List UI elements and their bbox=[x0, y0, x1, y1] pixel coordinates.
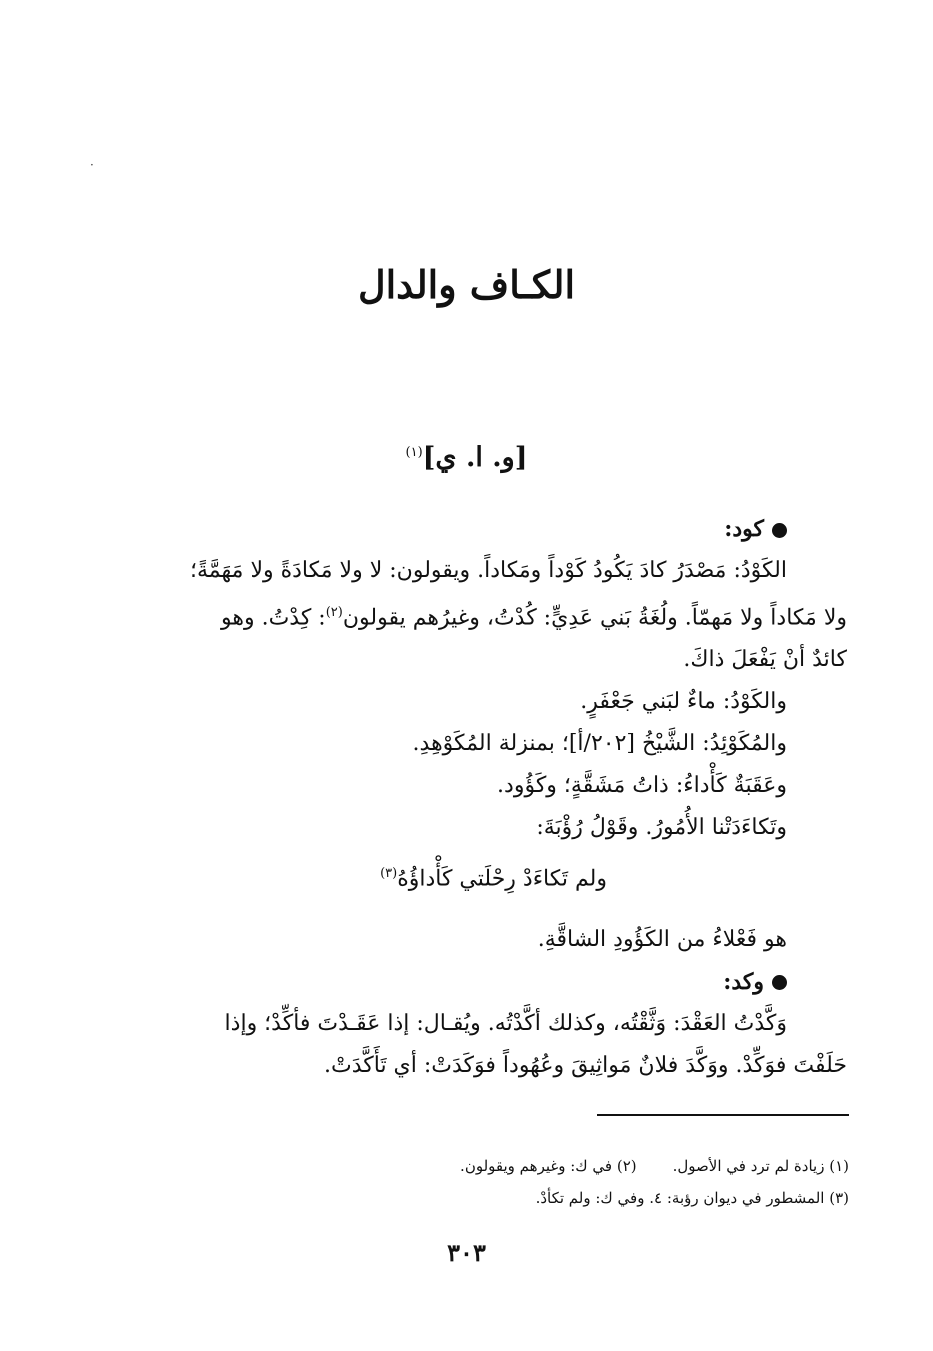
text-segment: ولا مَكاداً ولا مَهمّاً. ولُغَةُ بَني عَدِيٍّ: كُدْتُ، وغيرُهم يقولون bbox=[342, 605, 847, 631]
paragraph: وتَكاءَدَتْنا الأُمُورُ. وقَوْلُ رُؤْبَةَ: bbox=[536, 815, 787, 841]
paragraph-line bbox=[92, 592, 847, 639]
paragraph-line: حَلَفْتَ فوَكِّدْ. ووَكَّدَ فلانٌ مَواثِيقَ وعُهُوداً فوَكَدَتْ: أي تَأَكَّدَتْ. bbox=[324, 1052, 847, 1078]
ink-speck: · bbox=[90, 158, 94, 172]
paragraph: هو فَعْلاءُ من الكَؤُودِ الشاقَّةِ. bbox=[537, 926, 787, 952]
footnote-line bbox=[92, 1150, 849, 1182]
text-segment: : كِدْتُ. وهو bbox=[221, 605, 326, 631]
page-number: ٣٠٣ bbox=[447, 1238, 486, 1267]
verse-line bbox=[92, 853, 847, 900]
footnote-divider bbox=[597, 1114, 849, 1116]
entry-heading-wakd bbox=[92, 961, 847, 1003]
paragraph: وَكَّدْتُ العَقْدَ: وَثَّقْتُه، وكذلك أكَّدْتُه. ويُقـال: إذا عَقَـدْتَ فأكِّدْ؛ وإذا bbox=[224, 1010, 787, 1036]
bullet-icon bbox=[772, 975, 787, 990]
paragraph: والكَوْدُ: ماءٌ لبَني جَعْفَرٍ. bbox=[580, 689, 787, 715]
paragraph: وعَقَبَةٌ كَأْداءُ: ذاتُ مَشَقَّةٍ؛ وكَؤُود. bbox=[497, 773, 787, 799]
footnote-1: (١) زيادة لم ترد في الأصول. bbox=[672, 1157, 849, 1175]
paragraph: والمُكَوْئِدُ: الشَّيْخُ [٢٠٢/أ]؛ بمنزلة المُكَوْهِدِ. bbox=[412, 731, 787, 757]
root-heading bbox=[0, 442, 933, 473]
footnote-line bbox=[92, 1182, 849, 1214]
bullet-icon bbox=[772, 523, 787, 538]
paragraph: الكَوْدُ: مَصْدَرُ كادَ يَكُودُ كَوْداً ومَكاداً. ويقولون: لا ولا مَكادَةً ولا مَهَمَّةً؛ bbox=[190, 558, 787, 583]
paragraph-line: كائدٌ أنْ يَفْعَلَ ذاكَ. bbox=[683, 647, 847, 673]
chapter-title: الكـاف والدال bbox=[357, 262, 576, 307]
dictionary-body bbox=[92, 508, 847, 1087]
footnote-ref-2: (٢) bbox=[325, 605, 343, 620]
entry-heading-text: وكد: bbox=[723, 968, 764, 995]
entry-heading-text: كود: bbox=[724, 516, 764, 542]
footnote-ref-1: (١) bbox=[405, 445, 423, 460]
root-heading-text: [و. ا. ي] bbox=[422, 442, 528, 473]
verse-text: ولم تَكاءَدْ رِحْلَتي كَأْداؤُهُ bbox=[397, 866, 607, 892]
footnote-ref-3: (٣) bbox=[380, 866, 398, 882]
footnote-2: (٢) في ك: وغيرهم ويقولون. bbox=[460, 1157, 637, 1175]
footnotes bbox=[92, 1150, 849, 1214]
footnote-3: (٣) المشطور في ديوان رؤبة: ٤. وفي ك: ولم تكأدْ. bbox=[535, 1189, 849, 1207]
entry-heading-kawd bbox=[92, 508, 847, 550]
